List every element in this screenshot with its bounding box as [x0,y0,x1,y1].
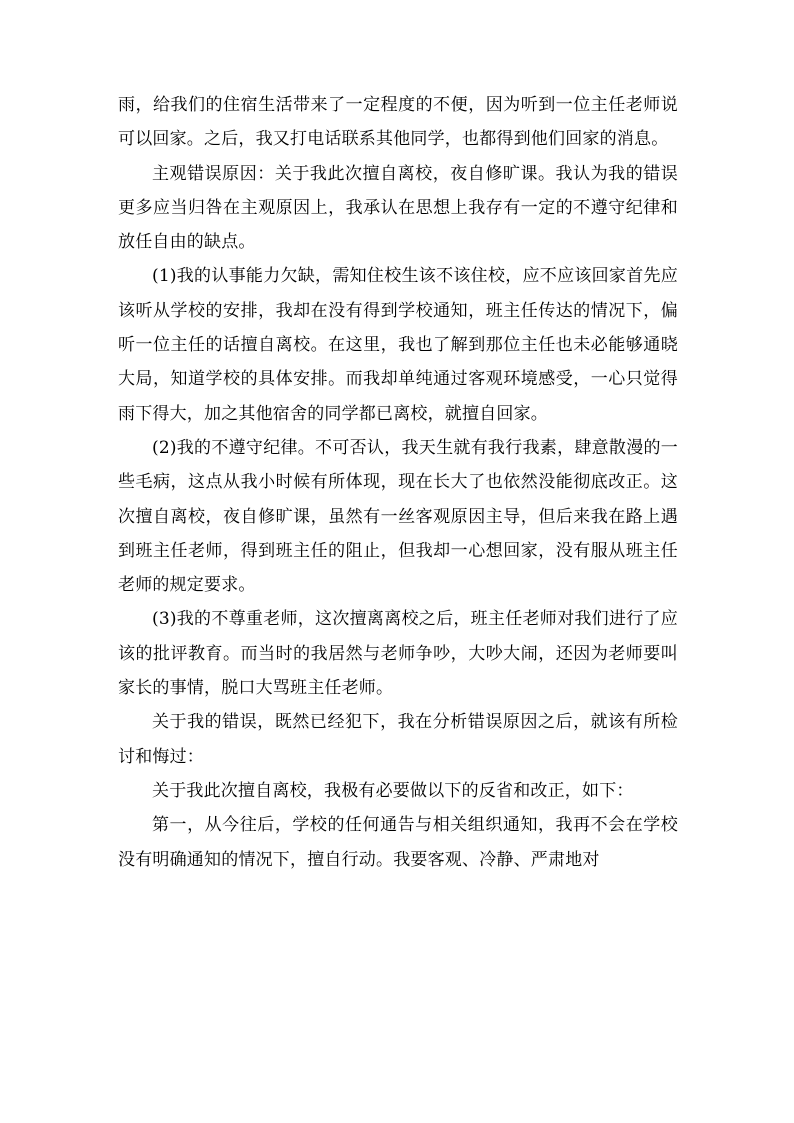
paragraph-reflection-intro: 关于我的错误，既然已经犯下，我在分析错误原因之后，就该有所检讨和悔过： [118,712,678,767]
document-page [118,88,678,877]
paragraph-point-2: (2)我的不遵守纪律。不可否认，我天生就有我行我素，肆意散漫的一些毛病，这点从我小时候有所体现，现在长大了也依然没能彻底改正。这次擅自离校，夜自修旷课，虽然有一丝客观原因主导，但后来我在路上遇到班主任老师，得到班主任的阻止，但我却一心想回家，没有服从班主任老师的规定要求。 [118,437,678,596]
paragraph-point-1: (1)我的认事能力欠缺，需知住校生该不该住校，应不应该回家首先应该听从学校的安排，我却在没有得到学校通知，班主任传达的情况下，偏听一位主任的话擅自离校。在这里，我也了解到那位主任也未必能够通晓大局，知道学校的具体安排。而我却单纯通过客观环境感受，一心只觉得雨下得大，加之其他宿舍的同学都已离校，就擅自回家。 [118,266,678,424]
paragraph-point-3: (3)我的不尊重老师，这次擅离离校之后，班主任老师对我们进行了应该的批评教育。而当时的我居然与老师争吵，大吵大闹，还因为老师要叫家长的事情，脱口大骂班主任老师。 [118,609,678,699]
paragraph-first-commitment: 第一，从今往后，学校的任何通告与相关组织通知，我再不会在学校没有明确通知的情况下，擅自行动。我要客观、冷静、严肃地对 [118,815,678,870]
paragraph-reflection-list-intro: 关于我此次擅自离校，我极有必要做以下的反省和改正，如下： [152,780,634,801]
paragraph-continuation: 雨，给我们的住宿生活带来了一定程度的不便，因为听到一位主任老师说可以回家。之后，我又打电话联系其他同学，也都得到他们回家的消息。 [118,95,678,150]
paragraph-subjective-cause: 主观错误原因：关于我此次擅自离校，夜自修旷课。我认为我的错误更多应当归咎在主观原因上，我承认在思想上我存有一定的不遵守纪律和放任自由的缺点。 [118,163,678,253]
